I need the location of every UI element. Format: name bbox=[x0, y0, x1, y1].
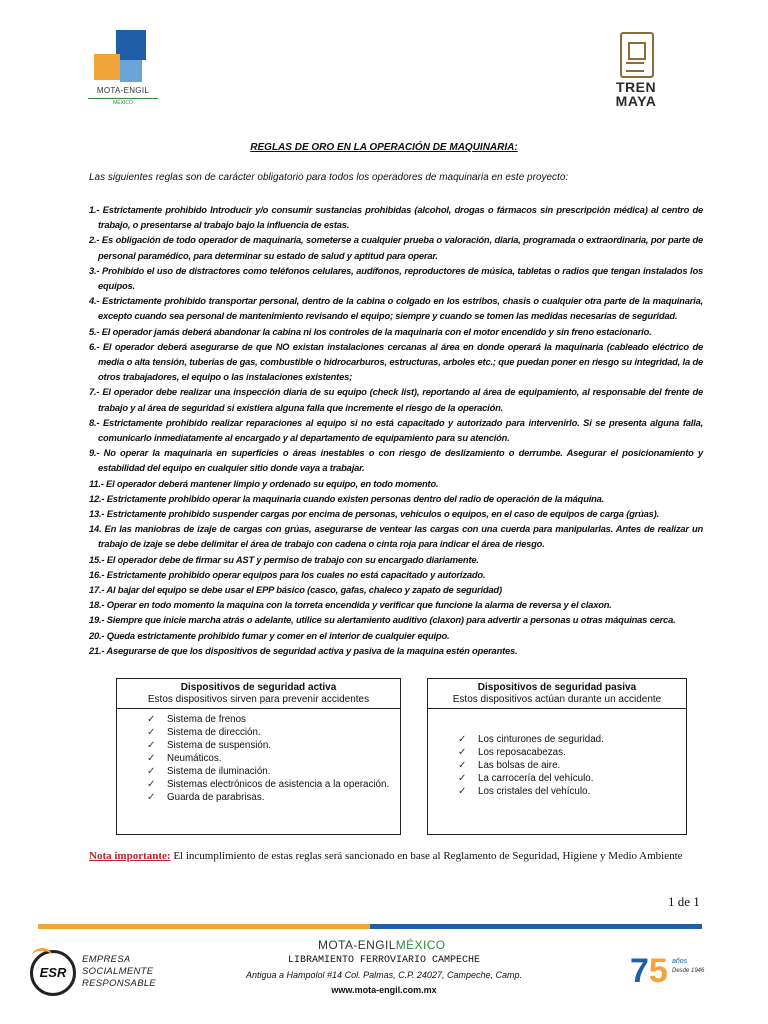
esr-badge: ESR bbox=[30, 950, 76, 996]
anniversary-since: Desde 1946 bbox=[672, 968, 705, 974]
tren-maya-logo bbox=[604, 30, 674, 114]
rule-item: 14. En las maniobras de izaje de cargas con grúas, asegurarse de ventear las cargas con una cuerda para manipularlas. Antes de realizar un trabajo de izaje se debe delimitar el área de trabajo con cadena o cinta roja para indicar el área de riesgo. bbox=[89, 523, 703, 550]
passive-safety-box bbox=[427, 678, 687, 835]
esr-line2: SOCIALMENTE bbox=[82, 966, 154, 977]
intro-text: Las siguientes reglas son de carácter obligatorio para todos los operadores de maquinaria en este proyecto: bbox=[89, 172, 569, 183]
logo-square-blue bbox=[116, 30, 146, 60]
rule-item: 3.- Prohibido el uso de distractores como teléfonos celulares, audífonos, reproductores de música, tabletas o radios que tengan instalados los equipos. bbox=[89, 264, 703, 292]
rule-item: 1.- Estrictamente prohibido Introducir y/o consumir sustancias prohibidas (alcohol, drogas o fármacos sin prescripción médica) al centro de trabajo, o presentarse al trabajo bajo la influencia de estas. bbox=[89, 204, 703, 231]
check-icon: ✓ bbox=[147, 766, 156, 777]
passive-safety-title: Dispositivos de seguridad pasiva bbox=[477, 682, 637, 693]
footer-brand-country: MÉXICO bbox=[395, 938, 446, 952]
rule-item: 21.- Asegurarse de que los dispositivos de seguridad activa y pasiva de la maquina estén operantes. bbox=[89, 644, 518, 656]
check-icon: ✓ bbox=[458, 760, 467, 771]
list-item: ✓ Los cinturones de seguridad. bbox=[458, 734, 604, 745]
rule-item: 12.- Estrictamente prohibido operar la maquinaria cuando existen personas dentro del radio de operación de la máquina. bbox=[89, 492, 605, 504]
document-title: REGLAS DE ORO EN LA OPERACIÓN DE MAQUINARIA: bbox=[250, 142, 518, 153]
list-item: ✓ Los reposacabezas. bbox=[458, 747, 566, 758]
check-icon: ✓ bbox=[147, 753, 156, 764]
list-item: ✓ Neumáticos. bbox=[147, 753, 222, 764]
anniversary-logo bbox=[630, 952, 710, 992]
active-safety-header bbox=[117, 679, 400, 709]
check-icon: ✓ bbox=[147, 779, 156, 790]
logo-name: MOTA-ENGIL bbox=[96, 86, 150, 95]
check-icon: ✓ bbox=[147, 714, 156, 725]
passive-safety-subtitle: Estos dispositivos actúan durante un accidente bbox=[452, 694, 662, 705]
rule-item: 9.- No operar la maquinaria en superficies o áreas inestables o con riesgo de deslizamiento o derrumbe. Asegurar el posicionamiento y estabilidad del equipo en cualquier sitio donde vaya a trabajar. bbox=[89, 447, 703, 474]
logo-square-orange bbox=[94, 54, 120, 80]
mayan-glyph-icon bbox=[620, 32, 654, 78]
footer-website-link[interactable]: www.mota-engil.com.mx bbox=[331, 985, 437, 995]
footer-address: Antigua a Hampolol #14 Col. Palmas, C.P. 24027, Campeche, Camp. bbox=[246, 970, 522, 980]
passive-safety-list bbox=[428, 709, 686, 798]
rule-item: 19.- Siempre que inicie marcha atrás o adelante, utilice su alertamiento auditivo (claxon) para advertir a personas u otras máquinas cerca. bbox=[89, 614, 676, 626]
rule-item: 4.- Estrictamente prohibido transportar personal, dentro de la cabina o colgado en los estribos, chasis o cualquier otra parte de la maquinaria, excepto cuando sea personal de mantenimiento revisando el equipo; siempre y cuando se tomen las medidas necesarias de seguridad. bbox=[89, 295, 703, 322]
page-number: 1 de 1 bbox=[668, 894, 700, 909]
rule-item: 17.- Al bajar del equipo se debe usar el EPP básico (casco, gafas, chaleco y zapato de seguridad) bbox=[89, 584, 502, 596]
logo-square-light-blue bbox=[120, 60, 142, 82]
footer-brand-name: MOTA-ENGIL bbox=[318, 938, 396, 952]
active-safety-subtitle: Estos dispositivos sirven para prevenir accidentes bbox=[147, 694, 370, 705]
check-icon: ✓ bbox=[458, 773, 467, 784]
logo-sub: MÉXICO bbox=[88, 98, 158, 106]
mota-engil-logo bbox=[88, 28, 168, 116]
check-icon: ✓ bbox=[147, 740, 156, 751]
active-safety-title: Dispositivos de seguridad activa bbox=[180, 682, 337, 693]
list-item: ✓ Sistema de suspensión. bbox=[147, 740, 272, 751]
check-icon: ✓ bbox=[458, 786, 467, 797]
list-item: ✓ Los cristales del vehículo. bbox=[458, 786, 591, 797]
anniversary-number: 75 bbox=[630, 952, 668, 990]
active-safety-box bbox=[116, 678, 401, 835]
footer-address-title: LIBRAMIENTO FERROVIARIO CAMPECHE bbox=[287, 955, 481, 966]
footer-bar-orange bbox=[38, 924, 370, 929]
check-icon: ✓ bbox=[458, 734, 467, 745]
note-text: El incumplimiento de estas reglas será sancionado en base al Reglamento de Seguridad, Higiene y Medio Ambiente bbox=[170, 850, 683, 862]
list-item: ✓ Sistema de dirección. bbox=[147, 727, 261, 738]
check-icon: ✓ bbox=[147, 727, 156, 738]
list-item: ✓ Las bolsas de aire. bbox=[458, 760, 561, 771]
passive-safety-header bbox=[428, 679, 686, 709]
rule-item: 8.- Estrictamente prohibido realizar reparaciones al equipo si no está capacitado y autorizado para intervenirlo. Si se presenta alguna falla, comunicarlo inmediatamente al encargado y al departamento de equipamiento para su atención. bbox=[89, 416, 703, 444]
important-note bbox=[89, 850, 683, 862]
list-item: ✓ La carrocería del vehículo. bbox=[458, 773, 594, 784]
footer-brand bbox=[318, 938, 446, 952]
check-icon: ✓ bbox=[458, 747, 467, 758]
rule-item: 11.- El operador deberá mantener limpio y ordenado su equipo, en todo momento. bbox=[89, 477, 439, 489]
rule-item: 2.- Es obligación de todo operador de maquinaria, someterse a cualquier prueba o valoración, diaria, programada o extraordinaria, por parte de personal paramédico, para determinar su estado de salud y aptitud para operar. bbox=[89, 234, 703, 261]
rule-item: 5.- El operador jamás deberá abandonar la cabina ni los controles de la maquinaria con el motor encendido y sin freno estacionario. bbox=[89, 325, 652, 337]
list-item: ✓ Sistema de iluminación. bbox=[147, 766, 271, 777]
rule-item: 6.- El operador deberá asegurarse de que NO existan instalaciones cercanas al área en donde operará la maquinaria (cableado eléctrico de media o alta tensión, tuberías de gas, combustible o hidrocarburos, estructuras, arboles etc.; que puedan poner en riesgo su integridad, la de otros trabajadores, el equipo o las instalaciones existentes; bbox=[89, 340, 703, 383]
rule-item: 18.- Operar en todo momento la maquina con la torreta encendida y verificar que funcione la alarma de reversa y el claxon. bbox=[89, 599, 612, 611]
anniversary-years: años bbox=[672, 958, 688, 965]
rule-item: 20.- Queda estrictamente prohibido fumar y comer en el interior de cualquier equipo. bbox=[89, 629, 450, 641]
list-item: ✓ Sistemas electrónicos de asistencia a la operación. bbox=[147, 779, 390, 790]
tren-maya-line1: TREN bbox=[615, 79, 657, 95]
footer-bar-blue bbox=[370, 924, 702, 929]
rule-item: 15.- El operador debe de firmar su AST y permiso de trabajo con su encargado diariamente. bbox=[89, 553, 479, 565]
rules-list bbox=[89, 202, 703, 658]
list-item: ✓ Sistema de frenos bbox=[147, 714, 246, 725]
rule-item: 7.- El operador debe realizar una inspección diaria de su equipo (check list), reportando al área de equipamiento, al responsable del frente de trabajo y al área de seguridad si existiera alguna falla que incremente el riesgo de la operación. bbox=[89, 386, 703, 413]
active-safety-list bbox=[117, 709, 400, 804]
check-icon: ✓ bbox=[147, 792, 156, 803]
note-label: Nota importante: bbox=[89, 850, 171, 862]
tren-maya-line2: MAYA bbox=[615, 93, 657, 109]
rule-item: 16.- Estrictamente prohibido operar equipos para los cuales no está capacitado y autorizado. bbox=[89, 568, 486, 580]
list-item: ✓ Guarda de parabrisas. bbox=[147, 792, 265, 803]
esr-line1: EMPRESA bbox=[82, 954, 131, 965]
rule-item: 13.- Estrictamente prohibido suspender cargas por encima de personas, vehículos o equipos, en el caso de equipos de carga (grúas). bbox=[89, 508, 660, 520]
esr-line3: RESPONSABLE bbox=[82, 978, 157, 989]
